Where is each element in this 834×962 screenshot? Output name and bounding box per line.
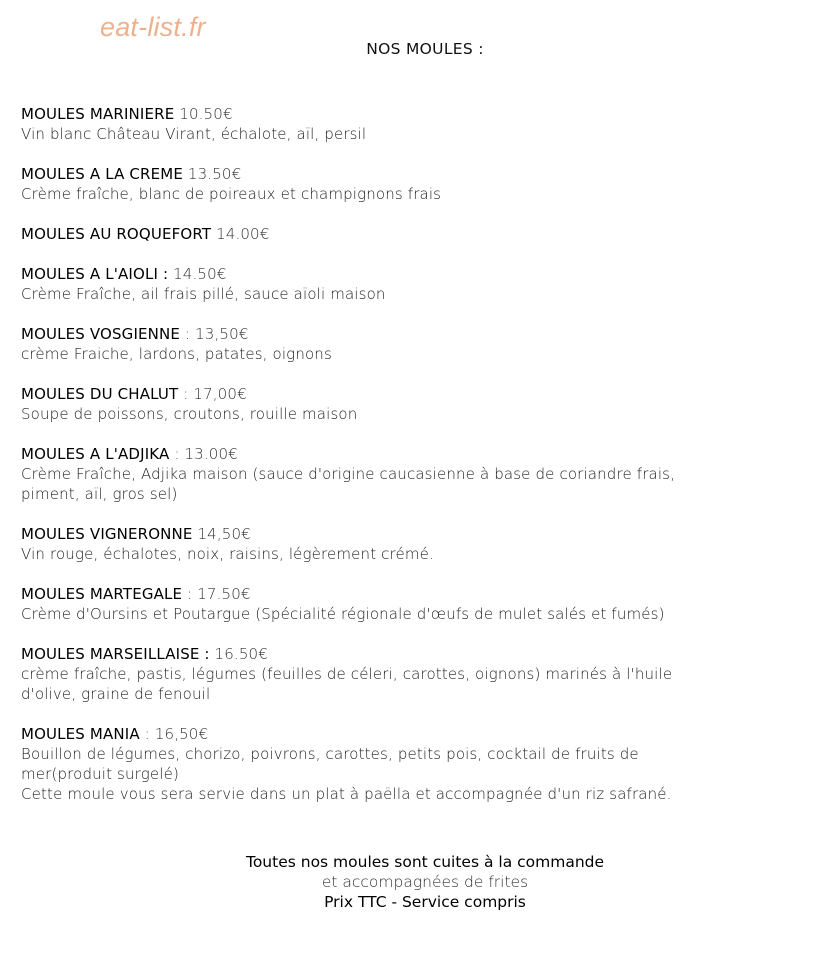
menu-item-description: Soupe de poissons, croutons, rouille maison	[21, 405, 358, 423]
menu-item-price: 17,00€	[193, 385, 247, 403]
menu-item	[21, 104, 821, 144]
menu-item-description: crème fraîche, pastis, légumes (feuilles de céleri, carottes, oignons) marinés à l'huile	[21, 665, 673, 683]
menu-item-description: Vin rouge, échalotes, noix, raisins, légèrement crémé.	[21, 545, 434, 563]
menu-item	[21, 324, 821, 364]
watermark-logo: eat-list.fr	[100, 12, 206, 42]
menu-item-name: MOULES A L'AIOLI :	[21, 265, 169, 283]
menu-item-description: Vin blanc Château Virant, échalote, aïl, persil	[21, 125, 367, 143]
menu-item-description: mer(produit surgelé)	[21, 765, 179, 783]
menu-item-name: MOULES MARINIERE	[21, 105, 175, 123]
page-title: NOS MOULES :	[366, 40, 484, 58]
menu-item-description: Crème Fraîche, ail frais pillé, sauce aïoli maison	[21, 285, 386, 303]
menu-item-price: 16,50€	[154, 725, 209, 743]
menu-item-price: 10.50€	[179, 105, 233, 123]
menu-item-name: MOULES VOSGIENNE	[21, 325, 181, 343]
menu-item	[21, 264, 821, 304]
menu-item-heading	[21, 724, 821, 744]
footer-note-cooking: Toutes nos moules sont cuites à la commande	[245, 853, 605, 871]
menu-item-separator: :	[178, 385, 194, 403]
menu-item-description: crème Fraiche, lardons, patates, oignons	[21, 345, 332, 363]
menu-item-price: 13.50€	[187, 165, 242, 183]
menu-item-heading	[21, 324, 821, 344]
footer-note-fries: et accompagnées de frites	[321, 873, 529, 891]
menu-item	[21, 164, 821, 204]
menu-item-name: MOULES AU ROQUEFORT	[21, 225, 212, 243]
menu-item-heading	[21, 384, 821, 404]
menu-item-heading	[21, 444, 821, 464]
footer-note-prices: Prix TTC - Service compris	[324, 893, 526, 911]
menu-item	[21, 524, 821, 564]
menu-item-name: MOULES VIGNERONNE	[21, 525, 193, 543]
menu-item-price: 14.50€	[173, 265, 227, 283]
menu-item	[21, 444, 821, 504]
menu-item-name: MOULES MARSEILLAISE :	[21, 645, 210, 663]
menu-item	[21, 644, 821, 704]
menu-item-description: Bouillon de légumes, chorizo, poivrons, carottes, petits pois, cocktail de fruits de	[21, 745, 639, 763]
menu-item-description: d'olive, graine de fenouil	[21, 685, 211, 703]
menu-item-name: MOULES A L'ADJIKA	[21, 445, 170, 463]
menu-item-name: MOULES MANIA	[21, 725, 140, 743]
menu-item	[21, 224, 821, 244]
menu-item-separator: :	[180, 325, 196, 343]
menu-item-description: Crème Fraîche, Adjika maison (sauce d'origine caucasienne à base de coriandre frais,	[21, 465, 676, 483]
menu-item-price: 14,50€	[197, 525, 251, 543]
menu-list	[21, 104, 821, 804]
menu-item-price: 17.50€	[197, 585, 251, 603]
menu-item-heading	[21, 104, 821, 124]
menu-item-heading	[21, 644, 821, 664]
menu-item-separator: :	[182, 585, 198, 603]
menu-item-separator: :	[139, 725, 155, 743]
menu-item-heading	[21, 264, 821, 284]
menu-footer	[0, 852, 834, 912]
menu-item-description: piment, aïl, gros sel)	[21, 485, 178, 503]
menu-item-heading	[21, 164, 821, 184]
menu-item-price: 13,50€	[195, 325, 249, 343]
menu-item-price: 16.50€	[214, 645, 268, 663]
menu-item	[21, 584, 821, 624]
menu-item-separator: :	[169, 445, 185, 463]
menu-item-name: MOULES DU CHALUT	[21, 385, 179, 403]
menu-item-description: Crème d'Oursins et Poutargue (Spécialité régionale d'œufs de mulet salés et fumés)	[21, 605, 665, 623]
menu-item	[21, 724, 821, 804]
menu-item	[21, 384, 821, 424]
menu-item-name: MOULES MARTEGALE	[21, 585, 183, 603]
menu-item-heading	[21, 584, 821, 604]
menu-item-name: MOULES A LA CREME	[21, 165, 183, 183]
menu-item-heading	[21, 524, 821, 544]
menu-item-price: 14.00€	[216, 225, 270, 243]
menu-item-description: Crème fraîche, blanc de poireaux et champignons frais	[21, 185, 442, 203]
menu-item-price: 13.00€	[184, 445, 238, 463]
menu-item-heading	[21, 224, 821, 244]
menu-item-description: Cette moule vous sera servie dans un plat à paëlla et accompagnée d'un riz safrané.	[21, 785, 672, 803]
